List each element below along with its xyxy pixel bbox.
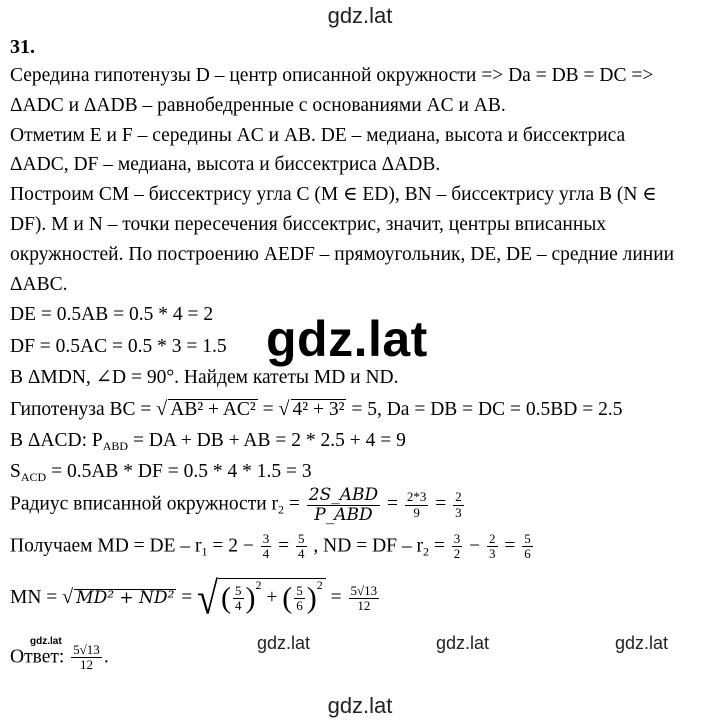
text-line-3: Отметим E и F – середины AC и AB. DE – медиана, высота и биссектриса <box>10 125 626 146</box>
answer-line: Ответ: $\frac{5√13}{12}$ . <box>10 642 109 673</box>
fraction: $\frac{5√13}{12}$ <box>350 582 378 614</box>
text-line-4: ΔADC, DF – медиана, высота и биссектриса ΔADB. <box>10 154 441 175</box>
watermark-row-2: gdz.lat <box>436 633 490 653</box>
fraction: $\frac{5}{6}$ <box>296 582 303 614</box>
text-line-16: Получаем MD = DE – $r_1 = 2$ − $\frac{3}{4}$ = $\frac{5}{4}$ , ND = DF – $r_2$ = $\frac{3}{2}$ − $\frac{2}{3}$ = $\frac{5}{6}$ <box>10 531 531 562</box>
text-line-1: Середина гипотенузы D – центр описанной окружности => Da = DB = DC => <box>10 65 654 86</box>
text-line-8: ΔABC. <box>10 274 68 295</box>
watermark-small: gdz.lat <box>30 636 62 647</box>
text-line-14: $S_{ACD} = 0.5AB$ * DF = 0.5 * 4 * 1.5 = 3 <box>10 461 312 484</box>
watermark-row-3: gdz.lat <box>615 633 669 653</box>
watermark-row-1: gdz.lat <box>257 633 311 653</box>
text-line-6: DF). M и N – точки пересечения биссектрис, значит, центры вписанных <box>10 214 607 235</box>
fraction: $\frac{3}{2}$ <box>453 531 461 562</box>
watermark-top: gdz.lat <box>327 3 393 28</box>
text-line-7: окружностей. По построению AEDF – прямоугольник, DE, DE – средние линии <box>10 244 675 265</box>
fraction: $\frac{2}{3}$ <box>489 531 496 562</box>
text-line-5: Построим CM – биссектрису угла C (M ∈ ED), BN – биссектрису угла B (N ∈ <box>10 184 657 205</box>
text-line-15: Радиус вписанной окружности $r_2$ = $\frac{\text{2S\_ABD}}{\text{P\_ABD}}$ = $\frac{2*3}{9}$ = $\frac{2}{3}$ <box>10 485 462 525</box>
fraction: $\frac{3}{4}$ <box>262 531 270 562</box>
text-line-2: ΔADC и ΔADB – равнобедренные с основаниями AC и AB. <box>10 95 506 116</box>
fraction: $\frac{5}{4}$ <box>235 582 242 614</box>
fraction: $\frac{5}{6}$ <box>524 531 531 562</box>
fraction: $\frac{\text{2S\_ABD}}{\text{P\_ABD}}$ <box>308 485 379 525</box>
text-line-10: DF = 0.5AC = 0.5 * 3 = 1.5 <box>10 336 227 357</box>
text-line-9: DE = 0.5AB = 0.5 * 4 = 2 <box>10 304 214 325</box>
text-line-13: В ΔACD: $P_{ABD}$ = DA + DB + AB = 2 * 2.5 + 4 = 9 <box>10 430 406 453</box>
watermark-bottom: gdz.lat <box>327 693 393 718</box>
problem-number: 31. <box>10 36 35 58</box>
fraction: $\frac{5}{4}$ <box>298 531 305 562</box>
answer-fraction: $\frac{5√13}{12}$ <box>73 642 100 673</box>
fraction: $\frac{2*3}{9}$ <box>406 489 427 520</box>
text-line-12: Гипотенуза BC = √ AB² + AC² = √ 4² + 3² = 5, Da = DB = DC = 0.5BD = 2.5 <box>10 398 623 420</box>
watermark-center: gdz.lat <box>266 311 428 367</box>
text-line-11: В ΔMDN, ∠D = 90°. Найдем катеты MD и ND. <box>10 367 399 388</box>
text-line-17: MN = √ MD² + ND² = √ ( $\frac{5}{4}$ )$^2$ + ( $\frac{5}{6}$ )$^2$ = $\frac{5√13}{12}$ <box>10 573 378 624</box>
fraction: $\frac{2}{3}$ <box>455 489 462 520</box>
